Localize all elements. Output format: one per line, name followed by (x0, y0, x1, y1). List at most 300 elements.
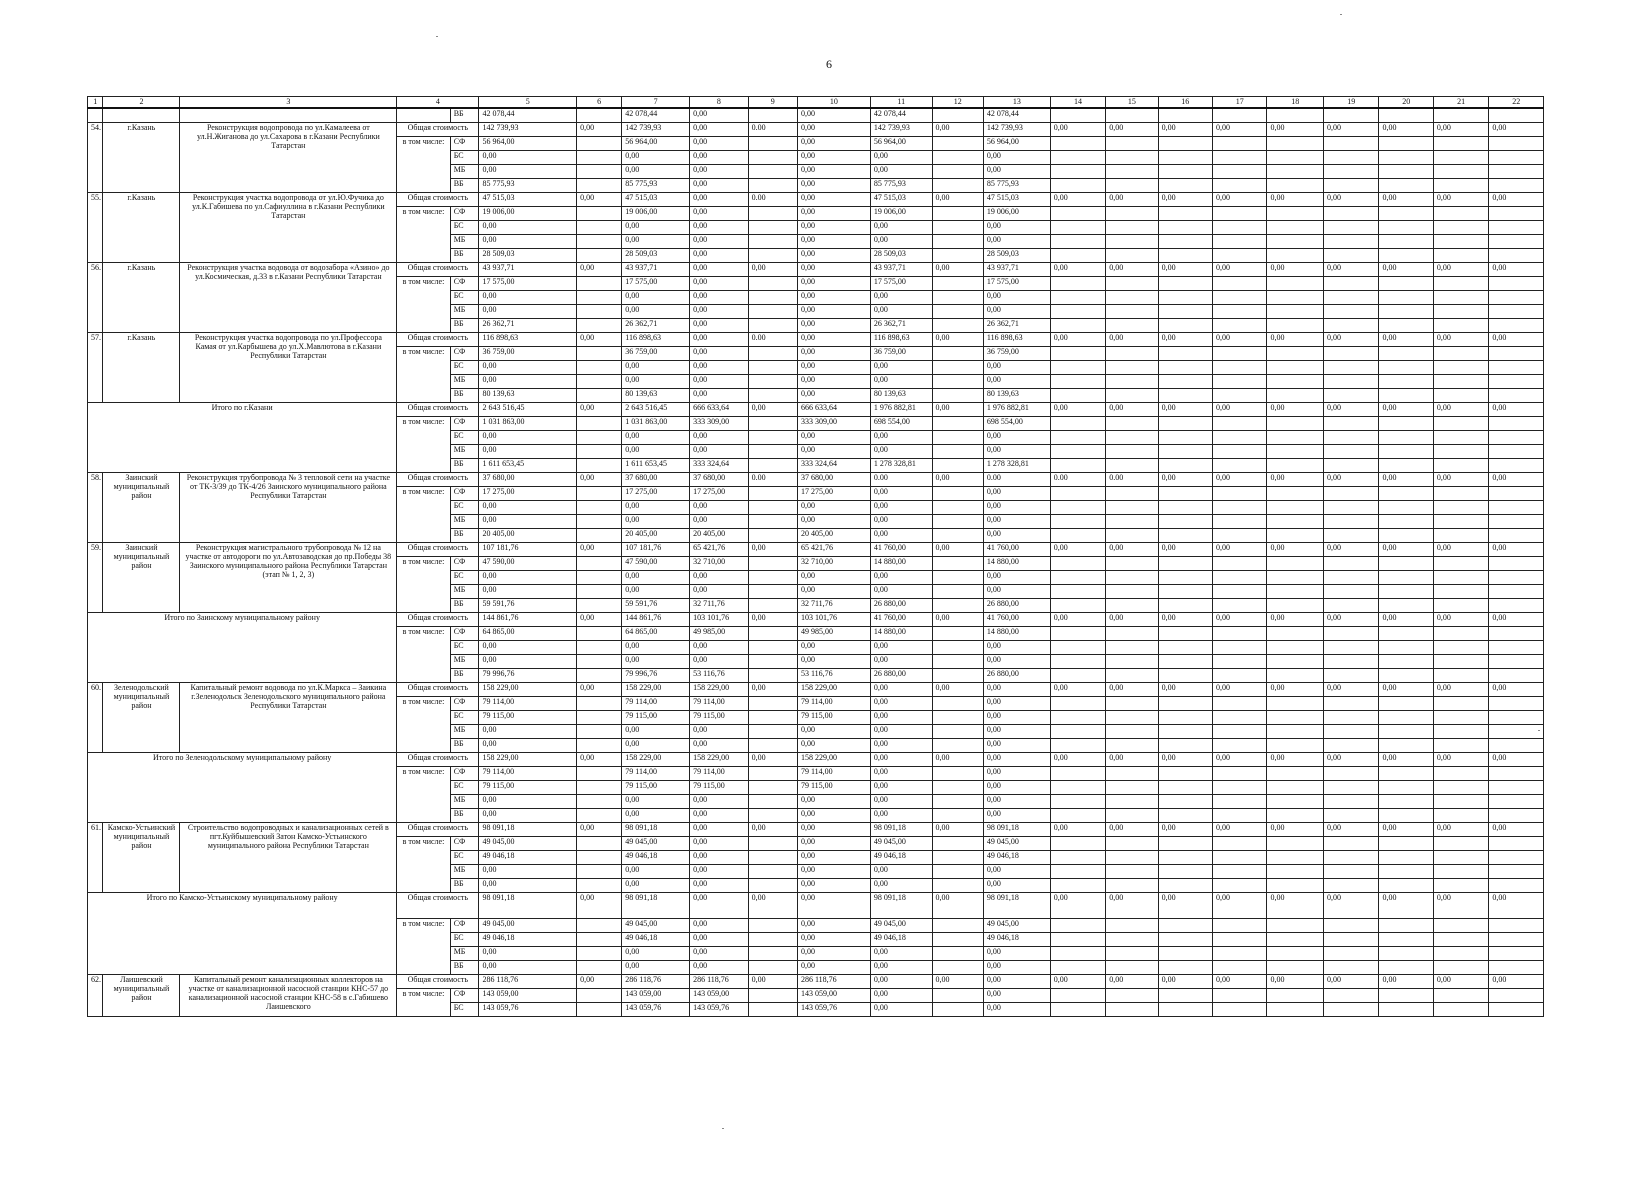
table-cell (748, 487, 797, 501)
value-cell: 36 759,00 (983, 347, 1050, 361)
table-cell (1158, 207, 1212, 221)
value-cell: 0,00 (1050, 893, 1105, 919)
table-cell (1213, 725, 1267, 739)
value-cell: 0,00 (1050, 263, 1105, 277)
value-cell: 26 362,71 (622, 319, 690, 333)
table-cell (1050, 947, 1105, 961)
table-cell (1267, 989, 1324, 1003)
value-cell: 0,00 (479, 725, 577, 739)
value-cell: 0,00 (1489, 823, 1544, 837)
table-cell (1489, 557, 1544, 571)
value-cell: 47 590,00 (479, 557, 577, 571)
value-cell: 0,00 (797, 165, 870, 179)
fund-code: БС (450, 221, 479, 235)
value-cell: 1 976 882,81 (983, 403, 1050, 417)
table-cell (1158, 291, 1212, 305)
value-cell: 0,00 (1433, 473, 1488, 487)
table-cell (932, 108, 983, 123)
value-cell: 0,00 (797, 263, 870, 277)
value-cell: 0,00 (690, 305, 749, 319)
value-cell: 26 880,00 (870, 599, 932, 613)
table-cell (1267, 221, 1324, 235)
table-cell (1323, 739, 1378, 753)
value-cell: 0,00 (690, 445, 749, 459)
table-cell (1433, 697, 1488, 711)
value-cell: 0,00 (690, 571, 749, 585)
value-cell: 158 229,00 (479, 753, 577, 767)
value-cell: 26 362,71 (983, 319, 1050, 333)
total-cost-label: Общая стоимость (397, 333, 479, 347)
value-cell: 0,00 (479, 431, 577, 445)
table-cell (577, 739, 622, 753)
fund-code: СФ (450, 487, 479, 501)
table-cell (1106, 305, 1158, 319)
value-cell: 0,00 (479, 655, 577, 669)
value-cell: 43 937,71 (870, 263, 932, 277)
value-cell: 0,00 (1158, 753, 1212, 767)
value-cell: 0,00 (690, 179, 749, 193)
project-name: Реконструкция магистрального трубопровода № 12 на участке от автодороги по ул.Автозаводская до пр.Победы 38 Заинского муниципального района Республики Татарстан (этап № 1, 2, 3) (180, 543, 397, 613)
value-cell: 0,00 (479, 571, 577, 585)
value-cell: 49 046,18 (622, 933, 690, 947)
table-cell (748, 445, 797, 459)
table-cell (1489, 837, 1544, 851)
table-cell (932, 347, 983, 361)
value-cell: 0,00 (870, 151, 932, 165)
table-cell (1158, 305, 1212, 319)
table-cell (1158, 501, 1212, 515)
table-cell (1213, 669, 1267, 683)
total-cost-label: Общая стоимость (397, 823, 479, 837)
table-cell (1379, 137, 1433, 151)
value-cell: 37 680,00 (479, 473, 577, 487)
value-cell: 14 880,00 (983, 557, 1050, 571)
table-cell (932, 865, 983, 879)
table-cell (1158, 235, 1212, 249)
table-cell (1213, 389, 1267, 403)
value-cell: 79 115,00 (622, 781, 690, 795)
table-cell (1158, 137, 1212, 151)
value-cell: 49 046,18 (479, 851, 577, 865)
table-cell (577, 669, 622, 683)
table-cell (577, 627, 622, 641)
value-cell: 0,00 (1489, 473, 1544, 487)
table-cell (1433, 989, 1488, 1003)
value-cell: 0,00 (690, 123, 749, 137)
value-cell: 0,00 (797, 431, 870, 445)
total-cost-label: Общая стоимость (397, 473, 479, 487)
value-cell: 0,00 (1158, 893, 1212, 919)
value-cell: 0,00 (983, 529, 1050, 543)
fund-code: ВБ (450, 108, 479, 123)
value-cell: 0,00 (748, 823, 797, 837)
value-cell: 0,00 (1433, 823, 1488, 837)
table-cell (577, 961, 622, 975)
table-cell (1106, 795, 1158, 809)
fund-code: БС (450, 851, 479, 865)
table-cell (1489, 795, 1544, 809)
table-cell (1106, 137, 1158, 151)
value-cell: 0,00 (479, 879, 577, 893)
table-cell (1323, 851, 1378, 865)
value-cell: 0,00 (1433, 263, 1488, 277)
value-cell: 0,00 (690, 515, 749, 529)
project-name: Реконструкция участка водопровода по ул.Профессора Камая от ул.Карбышева до ул.Х.Мавлютова в г.Казани Республики Татарстан (180, 333, 397, 403)
table-cell (1213, 989, 1267, 1003)
table-cell (1213, 207, 1267, 221)
value-cell: 0,00 (797, 515, 870, 529)
table-cell (748, 515, 797, 529)
table-cell (1213, 809, 1267, 823)
table-cell (932, 851, 983, 865)
table-cell (1489, 725, 1544, 739)
table-cell (1323, 235, 1378, 249)
value-cell: 26 880,00 (983, 669, 1050, 683)
table-cell (1267, 501, 1324, 515)
project-name: Капитальный ремонт водовода по ул.К.Маркса – Заикина г.Зеленодольск Зеленодольского муниципального района Республики Татарстан (180, 683, 397, 753)
value-cell: 0,00 (1323, 403, 1378, 417)
value-cell: 56 964,00 (479, 137, 577, 151)
value-cell: 80 139,63 (622, 389, 690, 403)
table-cell (1158, 781, 1212, 795)
value-cell: 37 680,00 (797, 473, 870, 487)
table-cell (1379, 515, 1433, 529)
value-cell: 0,00 (1106, 613, 1158, 627)
table-cell (932, 809, 983, 823)
table-cell (1489, 879, 1544, 893)
table-cell (1106, 571, 1158, 585)
table-cell (1106, 108, 1158, 123)
value-cell: 0,00 (690, 221, 749, 235)
value-cell: 158 229,00 (622, 683, 690, 697)
value-cell: 2 643 516,45 (622, 403, 690, 417)
table-cell (748, 557, 797, 571)
value-cell: 80 139,63 (870, 389, 932, 403)
value-cell: 0,00 (622, 445, 690, 459)
table-cell (748, 207, 797, 221)
value-cell: 0,00 (797, 193, 870, 207)
value-cell: 0,00 (1433, 683, 1488, 697)
table-cell (1106, 627, 1158, 641)
value-cell: 0,00 (797, 961, 870, 975)
value-cell: 0,00 (870, 975, 932, 989)
value-cell: 142 739,93 (983, 123, 1050, 137)
table-cell (1267, 305, 1324, 319)
table-cell (1267, 179, 1324, 193)
value-cell: 0,00 (1267, 403, 1324, 417)
fund-code: МБ (450, 725, 479, 739)
total-cost-label: Общая стоимость (397, 683, 479, 697)
table-cell (577, 151, 622, 165)
table-cell (932, 529, 983, 543)
table-cell (1489, 641, 1544, 655)
value-cell: 0,00 (1050, 193, 1105, 207)
table-cell (1323, 795, 1378, 809)
value-cell: 0,00 (983, 361, 1050, 375)
value-cell: 79 115,00 (622, 711, 690, 725)
value-cell: 0,00 (1158, 975, 1212, 989)
fund-code: БС (450, 501, 479, 515)
table-cell (577, 459, 622, 473)
value-cell: 0,00 (1267, 263, 1324, 277)
table-cell (1489, 389, 1544, 403)
value-cell: 0,00 (983, 585, 1050, 599)
table-cell (1433, 179, 1488, 193)
value-cell: 0,00 (983, 697, 1050, 711)
value-cell: 17 275,00 (690, 487, 749, 501)
table-cell (1158, 919, 1212, 933)
table-cell (1158, 851, 1212, 865)
table-cell (1489, 221, 1544, 235)
table-cell (932, 767, 983, 781)
column-header: 12 (932, 97, 983, 109)
value-cell: 98 091,18 (479, 893, 577, 919)
table-cell (1433, 487, 1488, 501)
table-cell (1158, 459, 1212, 473)
value-cell: 0,00 (577, 193, 622, 207)
table-cell (1433, 151, 1488, 165)
table-cell (1323, 655, 1378, 669)
table-cell (748, 933, 797, 947)
table-cell (1433, 137, 1488, 151)
table-cell (1379, 655, 1433, 669)
table-cell (1050, 277, 1105, 291)
value-cell: 0,00 (479, 361, 577, 375)
table-cell (1323, 347, 1378, 361)
value-cell: 0,00 (1323, 613, 1378, 627)
table-cell (1213, 599, 1267, 613)
table-cell (748, 291, 797, 305)
table-cell (1267, 879, 1324, 893)
value-cell: 0,00 (1323, 823, 1378, 837)
table-cell (577, 277, 622, 291)
value-cell: 0,00 (1433, 123, 1488, 137)
value-cell: 143 059,00 (479, 989, 577, 1003)
table-cell (1489, 165, 1544, 179)
value-cell: 0,00 (1323, 123, 1378, 137)
value-cell: 0,00 (577, 753, 622, 767)
value-cell: 0,00 (983, 947, 1050, 961)
value-cell: 19 006,00 (479, 207, 577, 221)
table-cell (1433, 221, 1488, 235)
value-cell: 0,00 (479, 151, 577, 165)
value-cell: 0,00 (797, 823, 870, 837)
value-cell: 0,00 (870, 487, 932, 501)
table-cell (1106, 249, 1158, 263)
table-cell (1323, 221, 1378, 235)
value-cell: 0,00 (1158, 193, 1212, 207)
value-cell: 79 114,00 (797, 697, 870, 711)
table-cell (1213, 795, 1267, 809)
table-cell (932, 389, 983, 403)
value-cell: 0,00 (870, 879, 932, 893)
value-cell: 0,00 (1489, 975, 1544, 989)
value-cell: 79 115,00 (797, 781, 870, 795)
value-cell: 19 006,00 (622, 207, 690, 221)
table-cell (1106, 781, 1158, 795)
value-cell: 0,00 (797, 375, 870, 389)
table-cell (1379, 459, 1433, 473)
value-cell: 0,00 (622, 571, 690, 585)
value-cell: 98 091,18 (870, 893, 932, 919)
value-cell: 0,00 (479, 165, 577, 179)
value-cell: 0,00 (870, 291, 932, 305)
value-cell: 36 759,00 (622, 347, 690, 361)
value-cell: 85 775,93 (479, 179, 577, 193)
value-cell: 0,00 (1050, 333, 1105, 347)
value-cell: 0.00 (748, 473, 797, 487)
table-cell (1433, 961, 1488, 975)
table-cell (1106, 361, 1158, 375)
table-cell (748, 739, 797, 753)
table-cell (1158, 445, 1212, 459)
table-cell (1433, 389, 1488, 403)
value-cell: 0,00 (983, 989, 1050, 1003)
table-cell (748, 641, 797, 655)
table-cell (1158, 879, 1212, 893)
fund-code: БС (450, 641, 479, 655)
table-cell (1213, 627, 1267, 641)
value-cell: 0,00 (1158, 823, 1212, 837)
table-row (88, 108, 1544, 123)
table-cell (1433, 711, 1488, 725)
value-cell: 0,00 (690, 961, 749, 975)
table-cell (1213, 249, 1267, 263)
value-cell: 286 118,76 (479, 975, 577, 989)
table-cell (1050, 599, 1105, 613)
value-cell: 143 059,76 (690, 1003, 749, 1017)
table-cell (1267, 781, 1324, 795)
value-cell: 0,00 (1267, 613, 1324, 627)
fund-code: БС (450, 1003, 479, 1017)
value-cell: 0,00 (797, 919, 870, 933)
table-cell (1106, 851, 1158, 865)
table-cell (1050, 501, 1105, 515)
value-cell: 0,00 (479, 515, 577, 529)
table-cell (1267, 459, 1324, 473)
value-cell: 666 633,64 (797, 403, 870, 417)
value-cell: 0,00 (1379, 823, 1433, 837)
total-cost-label: Общая стоимость (397, 123, 479, 137)
table-cell (1323, 431, 1378, 445)
table-cell (1106, 347, 1158, 361)
value-cell: 49 046,18 (983, 933, 1050, 947)
value-cell: 0,00 (1050, 403, 1105, 417)
value-cell: 42 078,44 (983, 108, 1050, 123)
table-cell (1213, 571, 1267, 585)
table-cell (577, 108, 622, 123)
value-cell: 0,00 (690, 795, 749, 809)
table-cell (577, 571, 622, 585)
table-cell (1106, 529, 1158, 543)
table-cell (932, 697, 983, 711)
table-cell (1379, 781, 1433, 795)
table-cell (748, 585, 797, 599)
value-cell: 0,00 (1106, 683, 1158, 697)
fund-code: СФ (450, 347, 479, 361)
table-cell (1050, 711, 1105, 725)
table-cell (1323, 137, 1378, 151)
table-cell (577, 179, 622, 193)
table-cell (1106, 501, 1158, 515)
value-cell: 0,00 (690, 893, 749, 919)
table-cell (577, 865, 622, 879)
value-cell: 0,00 (622, 947, 690, 961)
value-cell: 0.00 (983, 473, 1050, 487)
table-cell (1106, 641, 1158, 655)
table-cell (748, 809, 797, 823)
value-cell: 0,00 (1379, 893, 1433, 919)
table-cell (577, 795, 622, 809)
fund-code: БС (450, 933, 479, 947)
value-cell: 0,00 (797, 655, 870, 669)
table-cell (1267, 151, 1324, 165)
table-cell (1050, 361, 1105, 375)
table-cell (1433, 277, 1488, 291)
header-row (88, 97, 1544, 109)
table-cell (932, 1003, 983, 1017)
table-cell (932, 319, 983, 333)
table-cell (1158, 487, 1212, 501)
table-cell (1050, 305, 1105, 319)
row-number: 55. (88, 193, 103, 263)
value-cell: 0,00 (622, 739, 690, 753)
table-cell (1379, 697, 1433, 711)
value-cell: 28 509,03 (479, 249, 577, 263)
column-header: 10 (797, 97, 870, 109)
table-cell (1158, 179, 1212, 193)
table-cell (1489, 305, 1544, 319)
table-cell (577, 947, 622, 961)
table-cell (577, 305, 622, 319)
table-cell (1106, 697, 1158, 711)
value-cell: 0,00 (870, 795, 932, 809)
value-cell: 0,00 (932, 193, 983, 207)
value-cell: 49 045,00 (870, 919, 932, 933)
table-cell (748, 375, 797, 389)
value-cell: 0,00 (983, 725, 1050, 739)
table-cell (1213, 585, 1267, 599)
value-cell: 0,00 (797, 501, 870, 515)
table-cell (1489, 487, 1544, 501)
value-cell: 26 362,71 (479, 319, 577, 333)
fund-code: БС (450, 291, 479, 305)
fund-code: ВБ (450, 459, 479, 473)
table-cell (1433, 165, 1488, 179)
table-cell (1106, 207, 1158, 221)
table-cell (1213, 739, 1267, 753)
table-cell (1433, 291, 1488, 305)
table-cell (1050, 557, 1105, 571)
table-cell (1213, 417, 1267, 431)
table-cell (932, 879, 983, 893)
table-cell (1433, 375, 1488, 389)
table-cell (577, 585, 622, 599)
value-cell: 143 059,76 (797, 1003, 870, 1017)
table-cell (1106, 487, 1158, 501)
value-cell: 79 996,76 (622, 669, 690, 683)
value-cell: 0,00 (479, 739, 577, 753)
table-cell (1213, 557, 1267, 571)
value-cell: 0,00 (577, 893, 622, 919)
table-cell (1213, 487, 1267, 501)
table-cell (1267, 933, 1324, 947)
value-cell: 0,00 (797, 851, 870, 865)
value-cell: 14 880,00 (870, 557, 932, 571)
table-cell (1267, 361, 1324, 375)
table-cell (1323, 933, 1378, 947)
table-cell (1050, 879, 1105, 893)
